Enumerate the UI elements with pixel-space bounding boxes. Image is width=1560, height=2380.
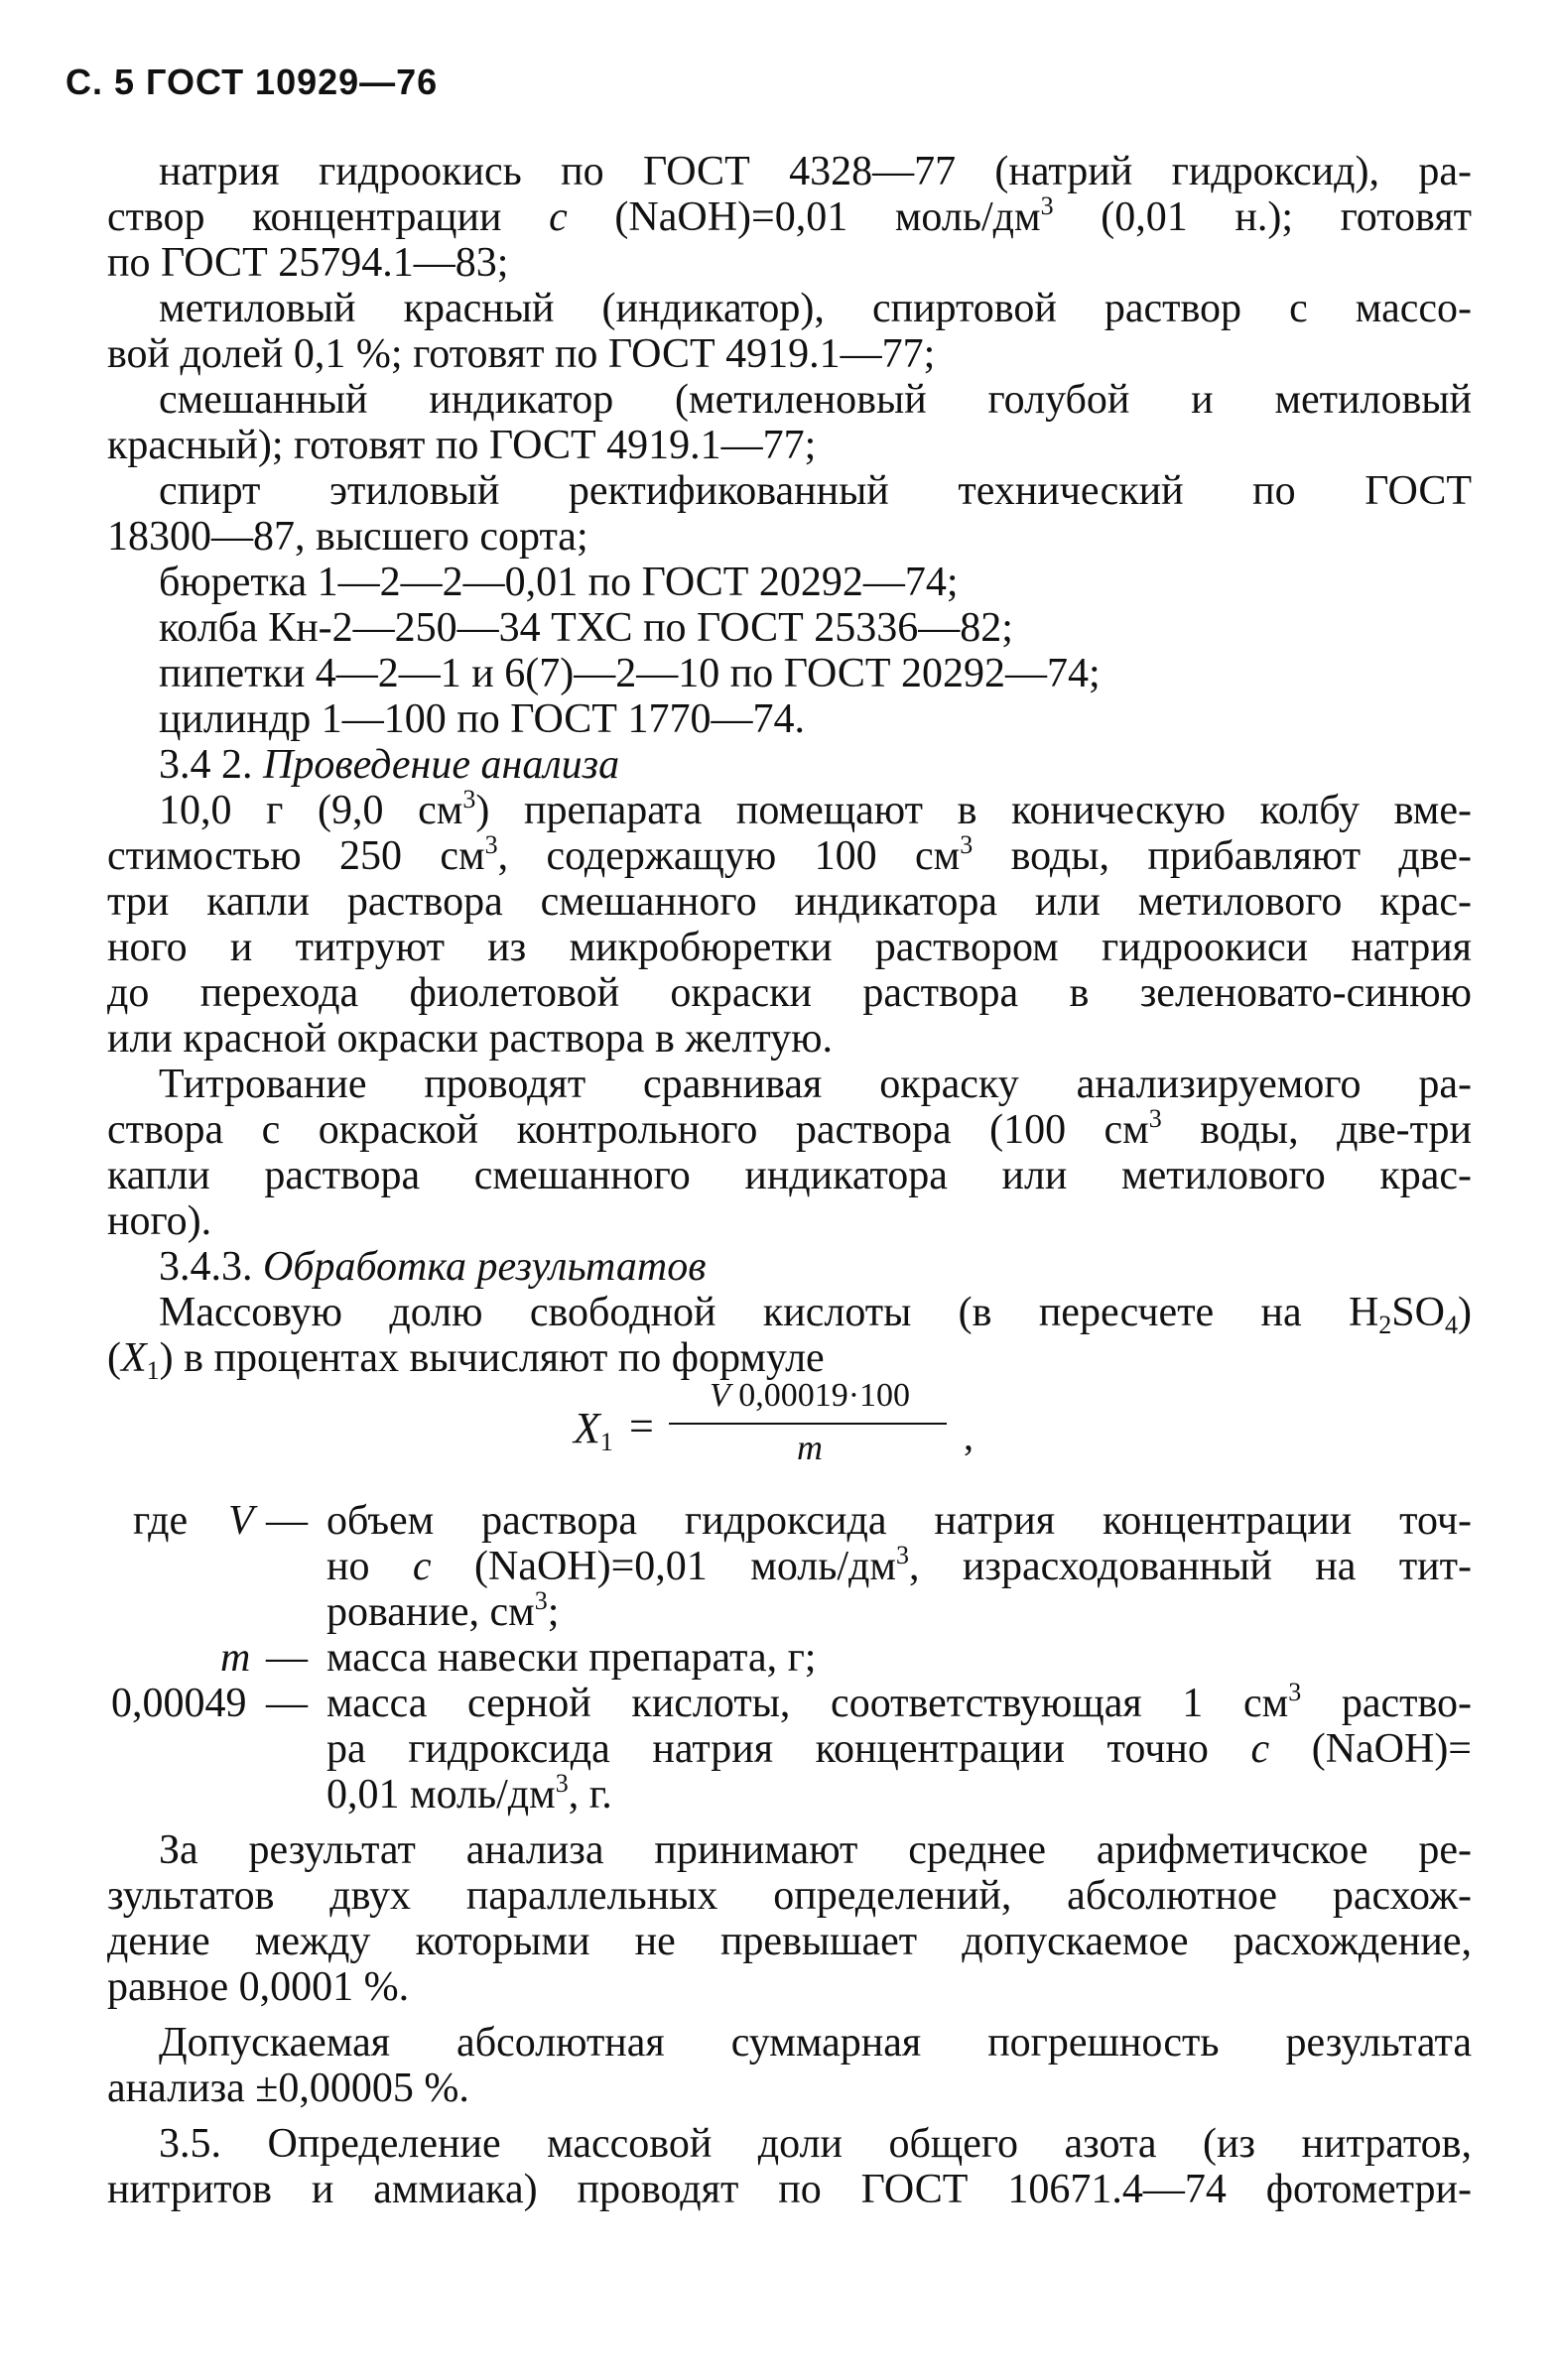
def-constant-line1: масса серной кислоты, соответствующая 1 $см^3$ раство- — [326, 1678, 1473, 1726]
formula-lhs: $X_1$ — [574, 1404, 613, 1456]
equipment-pipettes: пипетки 4—2—1 и 6(7)—2—10 по ГОСТ 20292—74; — [159, 651, 1101, 696]
s342-para2-line1: Титрование проводят сравнивая окраску анализируемого ра- — [159, 1062, 1472, 1107]
def-v-line1: объем раствора гидроксида натрия концентрации точ- — [326, 1498, 1472, 1544]
s342-para2-line2: створа с окраской контрольного раствора (100 $см^3$ воды, две-три — [107, 1104, 1472, 1153]
def-m-dash: — — [266, 1635, 308, 1681]
reagent-methyl-red-line1: метиловый красный (индикатор), спиртовой раствор с массо- — [159, 286, 1472, 331]
s342-para1-line5: до перехода фиолетовой окраски раствора в зеленовато-синюю — [107, 970, 1472, 1016]
def-m-symbol: m — [220, 1635, 251, 1681]
s342-para1-line1: 10,0 г (9,0 $см^3$) препарата помещают в коническую колбу вме- — [159, 785, 1472, 833]
result-para-line4: равное 0,0001 %. — [107, 1964, 410, 2010]
reagent-methyl-red-line2: вой долей 0,1 %; готовят по ГОСТ 4919.1—77; — [107, 331, 936, 377]
result-para-line2: зультатов двух параллельных определений, абсолютное расхож- — [107, 1873, 1472, 1919]
s342-para2-line3: капли раствора смешанного индикатора или метилового крас- — [107, 1153, 1472, 1198]
reagent-ethanol-line2: 18300—87, высшего сорта; — [107, 514, 588, 560]
s342-para1-line3: три капли раствора смешанного индикатора или метилового крас- — [107, 879, 1472, 925]
reagent-naoh-line2: створ концентрации c (NaOH)=0,01 моль/$дм^3$ (0,01 н.); готовят — [107, 191, 1472, 240]
formula-denominator: m — [797, 1428, 823, 1467]
def-v-dash: — — [266, 1498, 308, 1544]
error-para-line2: анализа ±0,00005 %. — [107, 2066, 469, 2111]
formula-numerator: V 0,00019·100 — [709, 1377, 911, 1414]
def-v-line2: но c (NaOH)=0,01 моль/$дм^3$, израсходованный на тит- — [326, 1541, 1473, 1589]
section-3-4-2-heading: 3.4 2. Проведение анализа — [159, 742, 620, 788]
def-constant-line2: ра гидроксида натрия концентрации точно c (NaOH)= — [326, 1726, 1472, 1772]
page-header: С. 5 ГОСТ 10929—76 — [65, 62, 439, 102]
section-3-5-line2: нитритов и аммиака) проводят по ГОСТ 10671.4—74 фотометри- — [107, 2167, 1472, 2212]
s342-para1-line4: ного и титруют из микробюретки раствором гидроокиси натрия — [107, 925, 1472, 970]
def-v-symbol: V — [228, 1498, 254, 1544]
s342-para1-line2: стимостью 250 $см^3$, содержащую 100 $см^3$ воды, прибавляют две- — [107, 830, 1473, 879]
reagent-naoh-line1: натрия гидроокись по ГОСТ 4328—77 (натрий гидроксид), ра- — [159, 149, 1472, 194]
def-m-line1: масса навески препарата, г; — [326, 1635, 817, 1681]
s342-para1-line6: или красной окраски раствора в желтую. — [107, 1016, 834, 1062]
formula-comma: , — [964, 1414, 974, 1458]
reagent-naoh-line3: по ГОСТ 25794.1—83; — [107, 240, 509, 286]
equipment-cylinder: цилиндр 1—100 по ГОСТ 1770—74. — [159, 696, 805, 742]
where-label: где — [133, 1498, 189, 1544]
result-para-line1: За результат анализа принимают среднее арифметичское ре- — [159, 1827, 1472, 1873]
def-v-line3: рование, $см^3$; — [326, 1586, 560, 1635]
s343-para1-line2: $(X_1)$ в процентах вычисляют по формуле — [107, 1335, 825, 1385]
section-3-4-3-heading: 3.4.3. Обработка результатов — [159, 1244, 707, 1290]
s342-para2-line4: ного). — [107, 1198, 212, 1244]
def-constant-dash: — — [266, 1681, 308, 1726]
equipment-burette: бюретка 1—2—2—0,01 по ГОСТ 20292—74; — [159, 560, 959, 605]
def-constant-symbol: 0,00049 — [111, 1681, 247, 1726]
formula-x1 — [574, 1377, 990, 1476]
error-para-line1: Допускаемая абсолютная суммарная погрешность результата — [159, 2020, 1472, 2066]
def-constant-line3: 0,01 моль/$дм^3$, г. — [326, 1769, 612, 1817]
reagent-mixed-indicator-line2: красный); готовят по ГОСТ 4919.1—77; — [107, 423, 817, 468]
section-3-5-line1: 3.5. Определение массовой доли общего азота (из нитратов, — [159, 2121, 1472, 2167]
formula-fraction-bar — [669, 1423, 947, 1425]
reagent-ethanol-line1: спирт этиловый ректификованный технический по ГОСТ — [159, 468, 1472, 514]
reagent-mixed-indicator-line1: смешанный индикатор (метиленовый голубой и метиловый — [159, 377, 1472, 423]
s343-para1-line1: Массовую долю свободной кислоты (в пересчете на $H_2SO_4$) — [159, 1290, 1472, 1339]
equipment-flask: колба Кн-2—250—34 ТХС по ГОСТ 25336—82; — [159, 605, 1013, 651]
formula-equals: = — [629, 1402, 654, 1450]
result-para-line3: дение между которыми не превышает допускаемое расхождение, — [107, 1919, 1472, 1964]
